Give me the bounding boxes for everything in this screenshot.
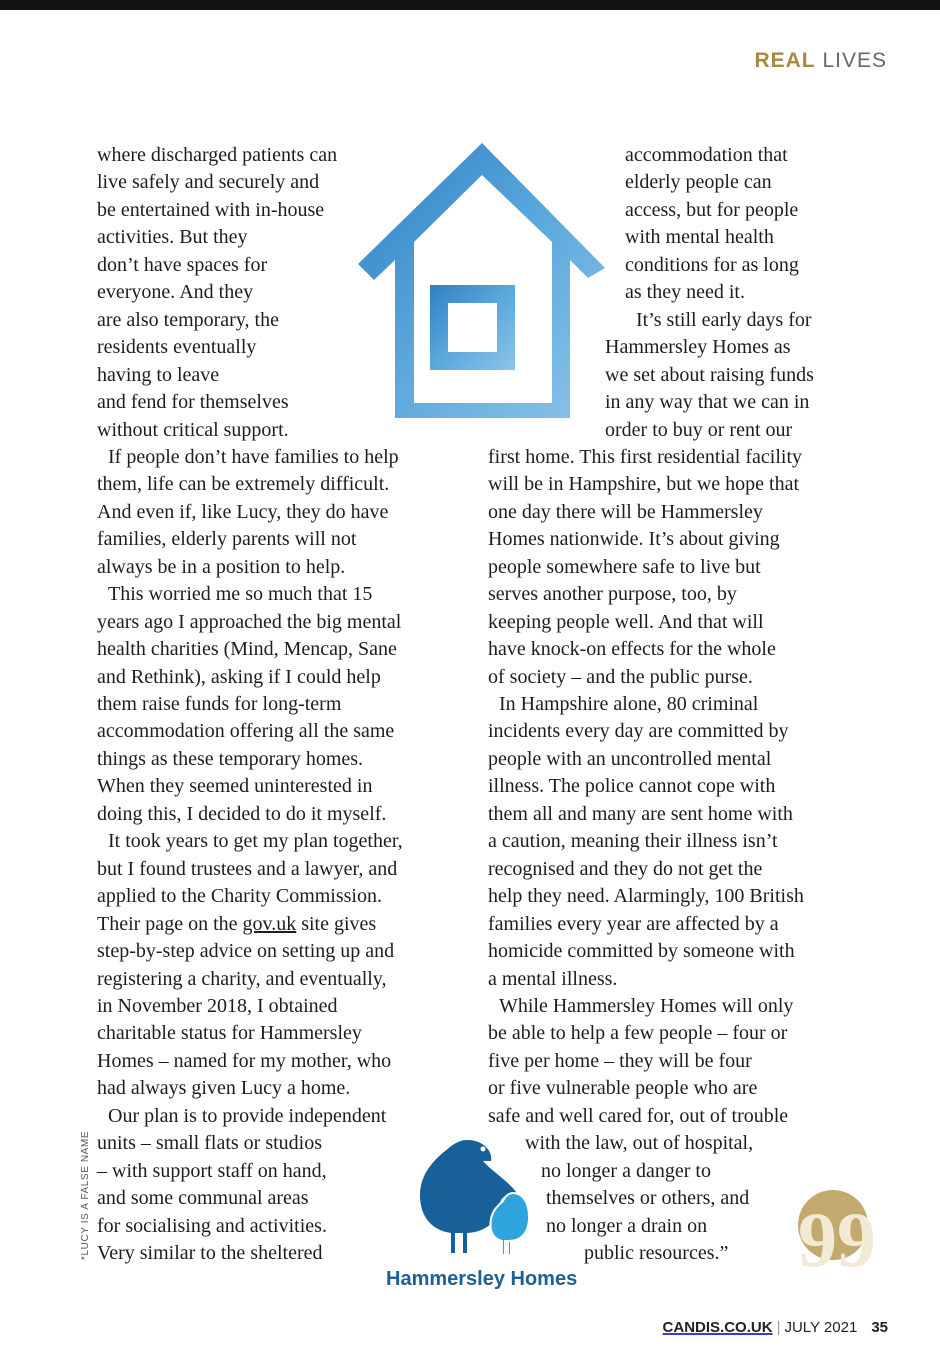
right-column-line: families every year are affected by a (488, 912, 779, 935)
right-column-line: of society – and the public purse. (488, 665, 753, 688)
right-column-line: elderly people can (625, 171, 772, 194)
right-column-line: as they need it. (625, 281, 745, 304)
left-column-line: residents eventually (97, 336, 257, 359)
left-column-line: applied to the Charity Commission. (97, 885, 382, 908)
right-column-line: people somewhere safe to live but (488, 555, 761, 578)
right-column-line: incidents every day are committed by (488, 720, 789, 743)
right-column-line: help they need. Alarmingly, 100 British (488, 885, 804, 908)
line-text: site gives (296, 912, 377, 935)
left-column-line: doing this, I decided to do it myself. (97, 802, 387, 825)
right-column-line: In Hampshire alone, 80 criminal (499, 693, 759, 715)
right-column-line: safe and well cared for, out of trouble (488, 1104, 789, 1127)
left-column-line: be entertained with in-house (97, 198, 325, 221)
right-column-line: have knock-on effects for the whole (488, 638, 776, 661)
left-column-line: Our plan is to provide independent (108, 1104, 387, 1127)
left-column-line: Very similar to the sheltered (97, 1242, 323, 1264)
left-column-line: them, life can be extremely difficult. (97, 473, 390, 496)
left-column-line: registering a charity, and eventually, (97, 967, 387, 990)
gov-uk-link[interactable]: gov.uk (242, 912, 297, 935)
right-column-line: with mental health (625, 226, 774, 249)
left-column-line: without critical support. (97, 418, 289, 441)
left-column-line: in November 2018, I obtained (97, 994, 338, 1017)
left-column-line (97, 912, 376, 936)
left-column-line: where discharged patients can (97, 144, 338, 166)
left-column-line: everyone. And they (97, 281, 254, 304)
left-column-line: and some communal areas (97, 1187, 309, 1210)
left-column-line: having to leave (97, 363, 220, 386)
left-column-line: This worried me so much that 15 (108, 583, 373, 606)
left-column-line: things as these temporary homes. (97, 747, 364, 770)
side-note: *LUCY IS A FALSE NAME (80, 1130, 91, 1260)
right-column-line: themselves or others, and (546, 1187, 750, 1210)
site-link[interactable]: CANDIS.CO.UK (662, 1319, 773, 1336)
right-column-line: It’s still early days for (636, 308, 812, 331)
left-column-line: – with support staff on hand, (97, 1159, 327, 1182)
right-column-line: people with an uncontrolled mental (488, 747, 772, 770)
right-column-line: one day there will be Hammersley (488, 500, 763, 523)
left-column-line: When they seemed uninterested in (97, 775, 373, 798)
left-column-line: units – small flats or studios (97, 1132, 322, 1155)
right-column-line: Homes nationwide. It’s about giving (488, 528, 780, 551)
house-illustration (352, 138, 612, 423)
left-column-line: activities. But they (97, 226, 248, 249)
footer-divider: | (776, 1319, 781, 1336)
section-label-bold: REAL (754, 49, 816, 72)
left-column-line: accommodation offering all the same (97, 720, 395, 743)
section-label-light: LIVES (822, 49, 887, 72)
right-column-line: we set about raising funds (605, 363, 814, 386)
right-column-line: conditions for as long (625, 253, 799, 276)
left-column-line: Homes – named for my mother, who (97, 1049, 392, 1072)
left-column-line: always be in a position to help. (97, 555, 346, 578)
logo-wordmark: Hammersley Homes (386, 1268, 578, 1290)
right-column-line: be able to help a few people – four or (488, 1022, 788, 1045)
right-column-line: five per home – they will be four (488, 1049, 752, 1072)
top-bar (0, 0, 940, 10)
hammersley-homes-logo-birds-icon (405, 1135, 535, 1260)
left-column-line: It took years to get my plan together, (108, 830, 403, 853)
left-column-line: but I found trustees and a lawyer, and (97, 857, 398, 880)
page-footer (663, 1319, 888, 1336)
left-column-line: live safely and securely and (97, 171, 320, 194)
line-text: Their page on the (97, 912, 243, 935)
section-header (754, 49, 887, 73)
left-column-line: had always given Lucy a home. (97, 1077, 351, 1100)
right-column-line: accommodation that (625, 144, 788, 166)
left-column-line: for socialising and activities. (97, 1214, 327, 1237)
right-column-line: them all and many are sent home with (488, 802, 793, 825)
left-column-line: step-by-step advice on setting up and (97, 940, 395, 963)
right-column-line: in any way that we can in (605, 391, 810, 414)
right-column-line: public resources.” (584, 1242, 729, 1264)
right-column-line: will be in Hampshire, but we hope that (488, 473, 800, 496)
left-column-line: health charities (Mind, Mencap, Sane (97, 638, 397, 661)
right-column-line: serves another purpose, too, by (488, 583, 737, 606)
right-column-line: a caution, meaning their illness isn’t (488, 830, 778, 853)
right-column-line: keeping people well. And that will (488, 610, 764, 633)
left-column-line: and fend for themselves (97, 391, 289, 414)
left-column-line: don’t have spaces for (97, 253, 268, 276)
right-column-line: a mental illness. (488, 967, 618, 990)
left-column-line: If people don’t have families to help (108, 445, 399, 468)
right-column-line: with the law, out of hospital, (525, 1132, 754, 1155)
left-column-line: are also temporary, the (97, 308, 279, 331)
right-column-line: recognised and they do not get the (488, 857, 763, 880)
left-column-line: and Rethink), asking if I could help (97, 665, 381, 688)
right-column-line: Hammersley Homes as (605, 336, 791, 359)
issue-date: JULY 2021 (784, 1319, 858, 1336)
left-column-line: them raise funds for long-term (97, 693, 342, 715)
page-number: 35 (871, 1319, 888, 1336)
right-column-line: homicide committed by someone with (488, 940, 795, 963)
right-column-line: order to buy or rent our (605, 418, 793, 441)
left-column-line: And even if, like Lucy, they do have (97, 500, 389, 523)
right-column-line: no longer a danger to (541, 1159, 711, 1182)
right-column-line: first home. This first residential facility (488, 445, 803, 468)
right-column-line: While Hammersley Homes will only (499, 994, 794, 1017)
right-column-line: no longer a drain on (546, 1214, 708, 1237)
left-column-line: years ago I approached the big mental (97, 610, 402, 633)
left-column-line: charitable status for Hammersley (97, 1022, 362, 1045)
right-column-line: access, but for people (625, 198, 799, 221)
right-column-line: illness. The police cannot cope with (488, 775, 776, 798)
closing-quote-icon: 99 (798, 1190, 868, 1260)
right-column-line: or five vulnerable people who are (488, 1077, 758, 1100)
left-column-line: families, elderly parents will not (97, 528, 357, 551)
